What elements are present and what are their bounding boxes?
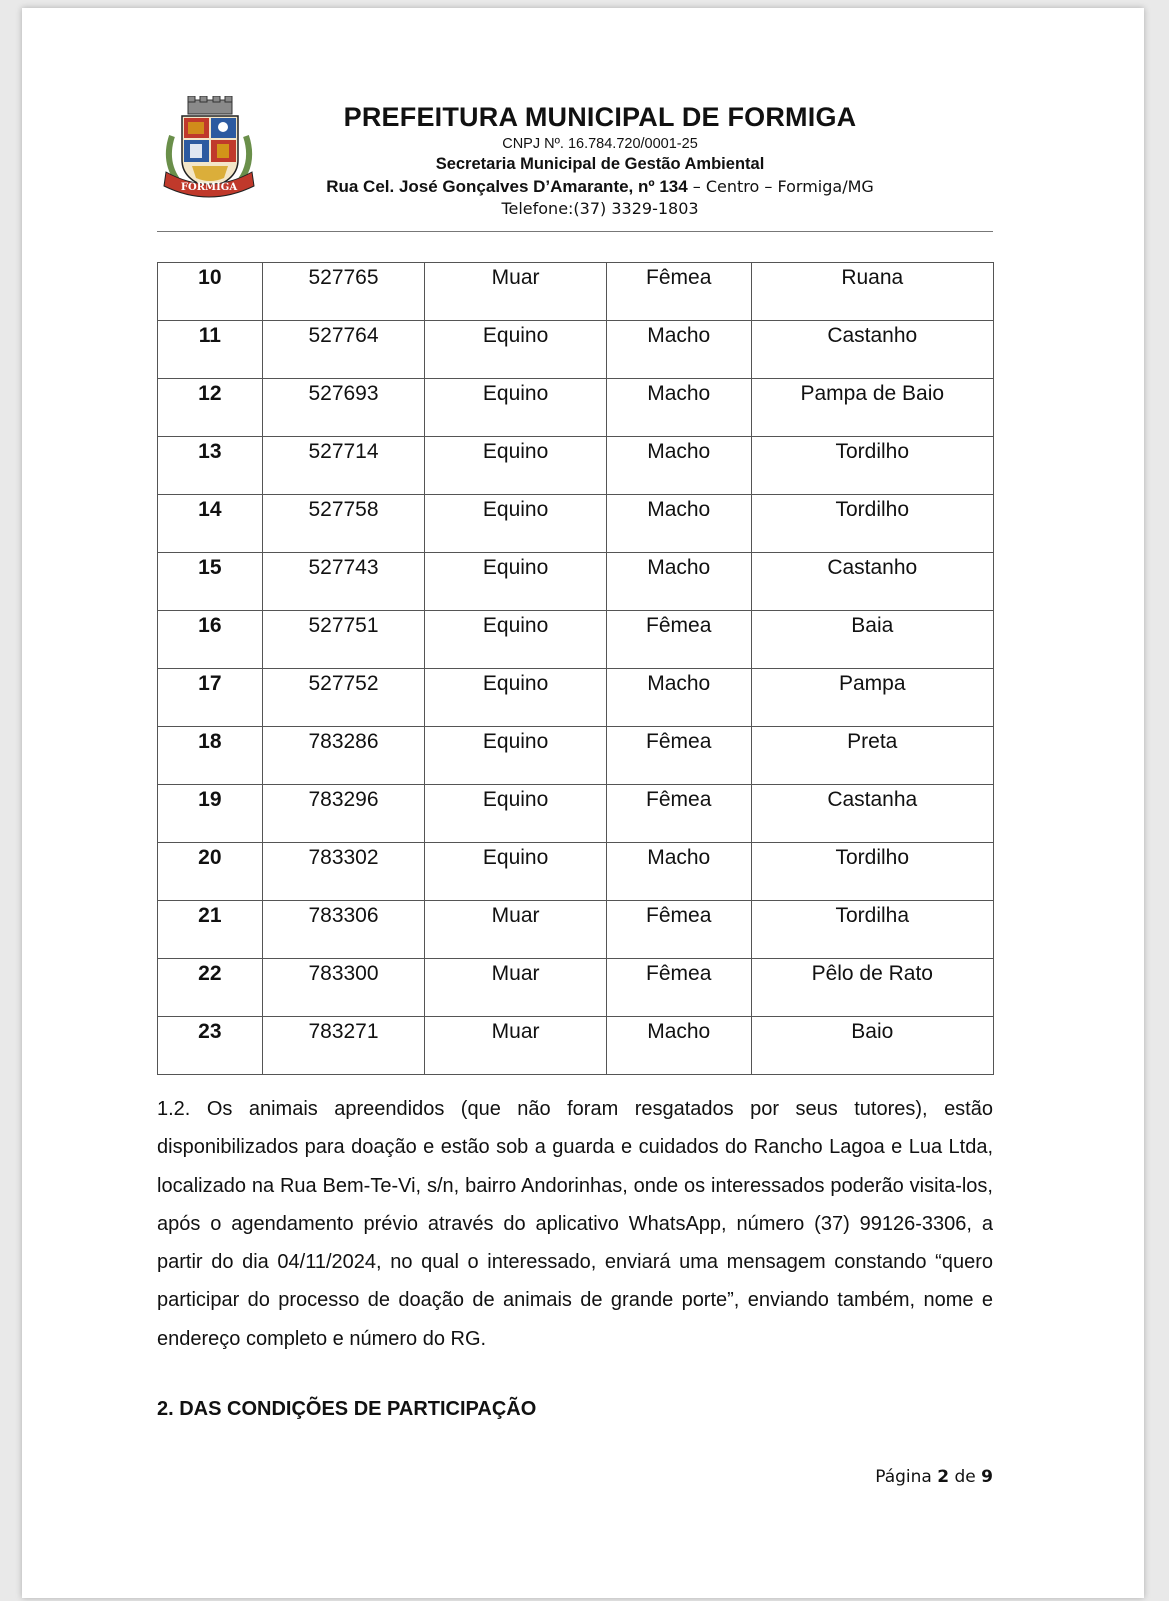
coat-color-cell: Pêlo de Rato bbox=[751, 959, 993, 1017]
table-row bbox=[158, 959, 994, 1017]
registration-cell: 783306 bbox=[262, 901, 425, 959]
species-cell: Muar bbox=[425, 1017, 607, 1075]
sex-cell: Macho bbox=[606, 321, 751, 379]
species-cell: Equino bbox=[425, 843, 607, 901]
row-number-cell: 16 bbox=[158, 611, 263, 669]
paragraph-1-2: 1.2. Os animais apreendidos (que não foram resgatados por seus tutores), estão disponibilizados para doação e estão sob a guarda e cuidados do Rancho Lagoa e Lua Ltda, localizado na Rua Bem-Te-Vi, s/n, bairro Andorinhas, onde os interessados poderão visita-los, após o agendamento prévio através do aplicativo WhatsApp, número (37) 99126-3306, a partir do dia 04/11/2024, no qual o interessado, enviará uma mensagem constando “quero participar do processo de doação de animais de grande porte”, enviando também, nome e endereço completo e número do RG. bbox=[157, 1098, 993, 1350]
species-cell: Equino bbox=[425, 669, 607, 727]
header-address-city: – Centro – Formiga/MG bbox=[687, 177, 874, 196]
coat-color-cell: Tordilho bbox=[751, 843, 993, 901]
row-number-cell: 19 bbox=[158, 785, 263, 843]
row-number-cell: 22 bbox=[158, 959, 263, 1017]
header-divider bbox=[157, 231, 993, 232]
sex-cell: Macho bbox=[606, 437, 751, 495]
species-cell: Muar bbox=[425, 901, 607, 959]
table-row bbox=[158, 553, 994, 611]
coat-color-cell: Tordilho bbox=[751, 437, 993, 495]
coat-color-cell: Castanho bbox=[751, 321, 993, 379]
header-address bbox=[250, 177, 950, 197]
species-cell: Equino bbox=[425, 437, 607, 495]
table-row bbox=[158, 321, 994, 379]
species-cell: Equino bbox=[425, 611, 607, 669]
row-number-cell: 13 bbox=[158, 437, 263, 495]
page-total: 9 bbox=[981, 1467, 993, 1487]
header-secretaria: Secretaria Municipal de Gestão Ambiental bbox=[435, 155, 765, 173]
sex-cell: Fêmea bbox=[606, 959, 751, 1017]
row-number-cell: 23 bbox=[158, 1017, 263, 1075]
registration-cell: 783302 bbox=[262, 843, 425, 901]
crest-banner-text: FORMIGA bbox=[180, 182, 238, 193]
species-cell: Muar bbox=[425, 959, 607, 1017]
table-row bbox=[158, 263, 994, 321]
table-row bbox=[158, 437, 994, 495]
registration-cell: 783271 bbox=[262, 1017, 425, 1075]
table-row bbox=[158, 495, 994, 553]
coat-color-cell: Tordilha bbox=[751, 901, 993, 959]
coat-color-cell: Castanha bbox=[751, 785, 993, 843]
table-row bbox=[158, 901, 994, 959]
table-row bbox=[158, 843, 994, 901]
row-number-cell: 21 bbox=[158, 901, 263, 959]
species-cell: Equino bbox=[425, 495, 607, 553]
header-title: PREFEITURA MUNICIPAL DE FORMIGA bbox=[343, 102, 857, 132]
registration-cell: 783300 bbox=[262, 959, 425, 1017]
sex-cell: Macho bbox=[606, 669, 751, 727]
animals-table bbox=[157, 262, 994, 1075]
sex-cell: Fêmea bbox=[606, 785, 751, 843]
registration-cell: 527752 bbox=[262, 669, 425, 727]
registration-cell: 783286 bbox=[262, 727, 425, 785]
header-telefone: Telefone:(37) 3329-1803 bbox=[501, 199, 699, 218]
table-row bbox=[158, 785, 994, 843]
row-number-cell: 17 bbox=[158, 669, 263, 727]
coat-color-cell: Tordilho bbox=[751, 495, 993, 553]
sex-cell: Macho bbox=[606, 379, 751, 437]
header-address-street: Rua Cel. José Gonçalves D’Amarante, nº 134 bbox=[326, 177, 688, 196]
page-label: Página bbox=[875, 1467, 932, 1487]
page-number bbox=[860, 1467, 993, 1487]
sex-cell: Macho bbox=[606, 843, 751, 901]
species-cell: Equino bbox=[425, 379, 607, 437]
page-current: 2 bbox=[937, 1467, 950, 1487]
sex-cell: Macho bbox=[606, 495, 751, 553]
row-number-cell: 10 bbox=[158, 263, 263, 321]
coat-color-cell: Pampa de Baio bbox=[751, 379, 993, 437]
species-cell: Equino bbox=[425, 553, 607, 611]
registration-cell: 527765 bbox=[262, 263, 425, 321]
table-row bbox=[158, 611, 994, 669]
coat-color-cell: Baio bbox=[751, 1017, 993, 1075]
table-row bbox=[158, 669, 994, 727]
page-of: de bbox=[954, 1467, 976, 1487]
sex-cell: Macho bbox=[606, 1017, 751, 1075]
section-heading: 2. DAS CONDIÇÕES DE PARTICIPAÇÃO bbox=[157, 1398, 537, 1420]
coat-color-cell: Ruana bbox=[751, 263, 993, 321]
row-number-cell: 20 bbox=[158, 843, 263, 901]
registration-cell: 527743 bbox=[262, 553, 425, 611]
registration-cell: 527764 bbox=[262, 321, 425, 379]
sex-cell: Fêmea bbox=[606, 263, 751, 321]
species-cell: Equino bbox=[425, 321, 607, 379]
coat-color-cell: Pampa bbox=[751, 669, 993, 727]
row-number-cell: 18 bbox=[158, 727, 263, 785]
species-cell: Equino bbox=[425, 785, 607, 843]
sex-cell: Fêmea bbox=[606, 901, 751, 959]
coat-color-cell: Baia bbox=[751, 611, 993, 669]
table-row bbox=[158, 727, 994, 785]
sex-cell: Macho bbox=[606, 553, 751, 611]
registration-cell: 527758 bbox=[262, 495, 425, 553]
coat-color-cell: Preta bbox=[751, 727, 993, 785]
row-number-cell: 14 bbox=[158, 495, 263, 553]
coat-color-cell: Castanho bbox=[751, 553, 993, 611]
registration-cell: 527714 bbox=[262, 437, 425, 495]
species-cell: Muar bbox=[425, 263, 607, 321]
formiga-crest-logo bbox=[158, 96, 260, 200]
row-number-cell: 15 bbox=[158, 553, 263, 611]
table-row bbox=[158, 1017, 994, 1075]
species-cell: Equino bbox=[425, 727, 607, 785]
sex-cell: Fêmea bbox=[606, 727, 751, 785]
row-number-cell: 11 bbox=[158, 321, 263, 379]
sex-cell: Fêmea bbox=[606, 611, 751, 669]
registration-cell: 527693 bbox=[262, 379, 425, 437]
table-row bbox=[158, 379, 994, 437]
row-number-cell: 12 bbox=[158, 379, 263, 437]
registration-cell: 527751 bbox=[262, 611, 425, 669]
header-cnpj: CNPJ Nº. 16.784.720/0001-25 bbox=[502, 136, 698, 152]
registration-cell: 783296 bbox=[262, 785, 425, 843]
